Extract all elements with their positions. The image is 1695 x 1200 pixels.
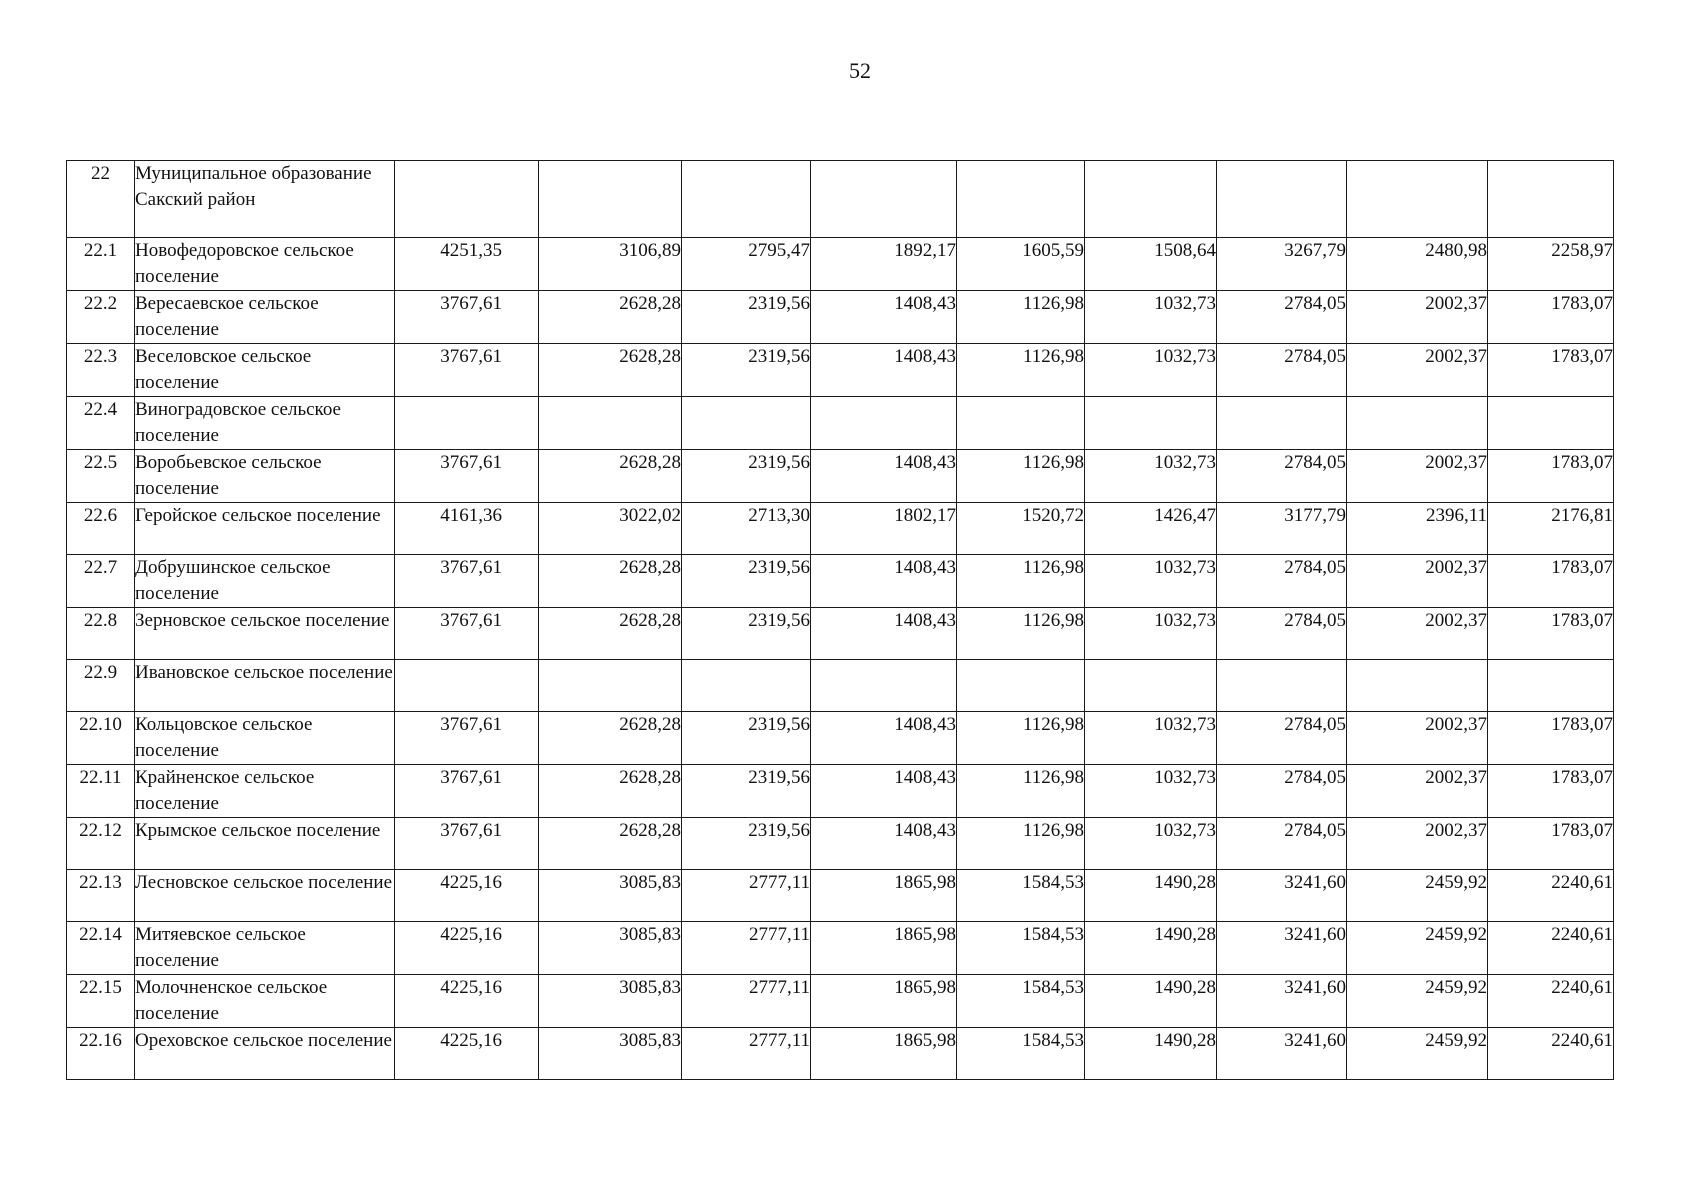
value-cell: 2002,37 <box>1347 344 1488 397</box>
value-cell: 3022,02 <box>539 503 682 555</box>
row-number: 22.11 <box>67 765 135 818</box>
value-cell: 1584,53 <box>957 1028 1085 1080</box>
value-cell: 1126,98 <box>957 765 1085 818</box>
value-cell: 2480,98 <box>1347 238 1488 291</box>
value-cell: 2002,37 <box>1347 291 1488 344</box>
value-cell: 4161,36 <box>395 503 539 555</box>
value-cell: 1508,64 <box>1085 238 1217 291</box>
value-cell: 2628,28 <box>539 818 682 870</box>
value-cell <box>1217 397 1347 450</box>
value-cell: 4225,16 <box>395 922 539 975</box>
value-cell <box>682 660 811 712</box>
table-row <box>67 608 1614 660</box>
value-cell: 2002,37 <box>1347 818 1488 870</box>
value-cell: 1126,98 <box>957 291 1085 344</box>
value-cell: 1408,43 <box>811 555 957 608</box>
value-cell: 1520,72 <box>957 503 1085 555</box>
value-cell: 3767,61 <box>395 765 539 818</box>
table-row <box>67 870 1614 922</box>
value-cell: 2628,28 <box>539 450 682 503</box>
settlement-name: Лесновское сельское поселение <box>135 870 395 922</box>
value-cell: 4225,16 <box>395 1028 539 1080</box>
value-cell: 2459,92 <box>1347 870 1488 922</box>
value-cell: 3106,89 <box>539 238 682 291</box>
value-cell: 2319,56 <box>682 555 811 608</box>
value-cell <box>1217 161 1347 238</box>
value-cell <box>957 397 1085 450</box>
settlement-name: Геройское сельское поселение <box>135 503 395 555</box>
value-cell: 1490,28 <box>1085 870 1217 922</box>
value-cell <box>395 161 539 238</box>
value-cell: 2459,92 <box>1347 922 1488 975</box>
value-cell: 1032,73 <box>1085 291 1217 344</box>
settlement-name: Муниципальное образование Сакский район <box>135 161 395 238</box>
value-cell: 2240,61 <box>1488 1028 1614 1080</box>
value-cell: 2459,92 <box>1347 1028 1488 1080</box>
value-cell: 1783,07 <box>1488 555 1614 608</box>
value-cell: 1126,98 <box>957 450 1085 503</box>
value-cell: 2777,11 <box>682 1028 811 1080</box>
value-cell: 2240,61 <box>1488 870 1614 922</box>
value-cell <box>957 660 1085 712</box>
value-cell: 2784,05 <box>1217 608 1347 660</box>
value-cell: 1408,43 <box>811 712 957 765</box>
value-cell: 1408,43 <box>811 818 957 870</box>
value-cell: 2002,37 <box>1347 555 1488 608</box>
settlement-name: Вересаевское сельское поселение <box>135 291 395 344</box>
value-cell: 1783,07 <box>1488 291 1614 344</box>
value-cell <box>395 660 539 712</box>
value-cell: 3085,83 <box>539 922 682 975</box>
value-cell: 3241,60 <box>1217 975 1347 1028</box>
value-cell <box>1347 161 1488 238</box>
settlement-name: Веселовское сельское поселение <box>135 344 395 397</box>
value-cell: 1783,07 <box>1488 450 1614 503</box>
value-cell: 4225,16 <box>395 975 539 1028</box>
value-cell: 2319,56 <box>682 344 811 397</box>
value-cell <box>1085 660 1217 712</box>
value-cell: 1126,98 <box>957 712 1085 765</box>
value-cell: 1584,53 <box>957 870 1085 922</box>
value-cell <box>1488 161 1614 238</box>
value-cell: 3767,61 <box>395 555 539 608</box>
row-number: 22.13 <box>67 870 135 922</box>
value-cell: 1126,98 <box>957 344 1085 397</box>
value-cell: 2396,11 <box>1347 503 1488 555</box>
value-cell: 2628,28 <box>539 765 682 818</box>
page-number: 52 <box>849 58 871 83</box>
value-cell <box>1085 161 1217 238</box>
row-number: 22.5 <box>67 450 135 503</box>
row-number: 22 <box>67 161 135 238</box>
value-cell <box>1347 397 1488 450</box>
row-number: 22.16 <box>67 1028 135 1080</box>
value-cell: 3767,61 <box>395 291 539 344</box>
value-cell: 1865,98 <box>811 870 957 922</box>
table-row <box>67 344 1614 397</box>
value-cell: 1490,28 <box>1085 975 1217 1028</box>
row-number: 22.6 <box>67 503 135 555</box>
value-cell <box>539 161 682 238</box>
value-cell: 2777,11 <box>682 975 811 1028</box>
value-cell: 1032,73 <box>1085 818 1217 870</box>
table-row <box>67 660 1614 712</box>
value-cell <box>1347 660 1488 712</box>
value-cell: 1802,17 <box>811 503 957 555</box>
value-cell <box>1488 397 1614 450</box>
settlement-name: Молочненское сельское поселение <box>135 975 395 1028</box>
value-cell: 1408,43 <box>811 344 957 397</box>
value-cell: 1032,73 <box>1085 450 1217 503</box>
value-cell: 2258,97 <box>1488 238 1614 291</box>
value-cell: 2784,05 <box>1217 712 1347 765</box>
row-number: 22.9 <box>67 660 135 712</box>
value-cell: 2784,05 <box>1217 765 1347 818</box>
settlement-name: Кольцовское сельское поселение <box>135 712 395 765</box>
value-cell: 1490,28 <box>1085 922 1217 975</box>
value-cell: 2628,28 <box>539 344 682 397</box>
value-cell: 2628,28 <box>539 712 682 765</box>
value-cell: 3241,60 <box>1217 870 1347 922</box>
row-number: 22.3 <box>67 344 135 397</box>
value-cell: 2319,56 <box>682 608 811 660</box>
settlement-name: Митяевское сельское поселение <box>135 922 395 975</box>
row-number: 22.7 <box>67 555 135 608</box>
value-cell: 2319,56 <box>682 765 811 818</box>
value-cell: 1408,43 <box>811 765 957 818</box>
value-cell: 1408,43 <box>811 608 957 660</box>
value-cell: 2319,56 <box>682 450 811 503</box>
value-cell: 4251,35 <box>395 238 539 291</box>
value-cell: 2240,61 <box>1488 922 1614 975</box>
value-cell: 2713,30 <box>682 503 811 555</box>
row-number: 22.14 <box>67 922 135 975</box>
value-cell <box>1488 660 1614 712</box>
value-cell: 3767,61 <box>395 344 539 397</box>
value-cell: 2319,56 <box>682 818 811 870</box>
value-cell: 3085,83 <box>539 1028 682 1080</box>
value-cell: 1865,98 <box>811 975 957 1028</box>
table-row <box>67 555 1614 608</box>
tariff-table <box>66 160 1614 1080</box>
value-cell <box>1085 397 1217 450</box>
value-cell: 2002,37 <box>1347 712 1488 765</box>
value-cell <box>811 397 957 450</box>
value-cell: 2628,28 <box>539 291 682 344</box>
value-cell <box>682 397 811 450</box>
value-cell: 1426,47 <box>1085 503 1217 555</box>
settlement-name: Виноградовское сельское поселение <box>135 397 395 450</box>
value-cell: 4225,16 <box>395 870 539 922</box>
table-row <box>67 291 1614 344</box>
value-cell: 2176,81 <box>1488 503 1614 555</box>
value-cell: 1783,07 <box>1488 344 1614 397</box>
value-cell: 3767,61 <box>395 818 539 870</box>
table-row <box>67 975 1614 1028</box>
value-cell: 1032,73 <box>1085 344 1217 397</box>
value-cell: 2002,37 <box>1347 765 1488 818</box>
table-row <box>67 503 1614 555</box>
value-cell: 2240,61 <box>1488 975 1614 1028</box>
value-cell: 3767,61 <box>395 712 539 765</box>
settlement-name: Ивановское сельское поселение <box>135 660 395 712</box>
value-cell <box>957 161 1085 238</box>
value-cell: 1783,07 <box>1488 765 1614 818</box>
value-cell: 2002,37 <box>1347 608 1488 660</box>
value-cell: 1865,98 <box>811 922 957 975</box>
value-cell: 2784,05 <box>1217 291 1347 344</box>
value-cell: 1584,53 <box>957 975 1085 1028</box>
row-number: 22.10 <box>67 712 135 765</box>
value-cell: 1490,28 <box>1085 1028 1217 1080</box>
value-cell: 2319,56 <box>682 291 811 344</box>
value-cell: 1783,07 <box>1488 608 1614 660</box>
table-row <box>67 397 1614 450</box>
settlement-name: Ореховское сельское поселение <box>135 1028 395 1080</box>
value-cell: 1126,98 <box>957 818 1085 870</box>
value-cell: 3767,61 <box>395 608 539 660</box>
value-cell: 3241,60 <box>1217 922 1347 975</box>
value-cell: 1892,17 <box>811 238 957 291</box>
table-row <box>67 238 1614 291</box>
value-cell: 2319,56 <box>682 712 811 765</box>
value-cell: 1605,59 <box>957 238 1085 291</box>
value-cell: 2002,37 <box>1347 450 1488 503</box>
value-cell: 1408,43 <box>811 291 957 344</box>
settlement-name: Новофедоровское сельское поселение <box>135 238 395 291</box>
table-row <box>67 922 1614 975</box>
value-cell: 1126,98 <box>957 608 1085 660</box>
settlement-name: Добрушинское сельское поселение <box>135 555 395 608</box>
value-cell: 1408,43 <box>811 450 957 503</box>
table-row <box>67 765 1614 818</box>
row-number: 22.1 <box>67 238 135 291</box>
value-cell <box>682 161 811 238</box>
value-cell: 1783,07 <box>1488 818 1614 870</box>
value-cell: 3767,61 <box>395 450 539 503</box>
settlement-name: Крайненское сельское поселение <box>135 765 395 818</box>
table-body <box>67 161 1614 1080</box>
value-cell: 3267,79 <box>1217 238 1347 291</box>
value-cell: 3177,79 <box>1217 503 1347 555</box>
row-number: 22.4 <box>67 397 135 450</box>
value-cell: 3241,60 <box>1217 1028 1347 1080</box>
row-number: 22.12 <box>67 818 135 870</box>
value-cell: 2628,28 <box>539 608 682 660</box>
value-cell: 2777,11 <box>682 922 811 975</box>
value-cell: 3085,83 <box>539 975 682 1028</box>
settlement-name: Зерновское сельское поселение <box>135 608 395 660</box>
value-cell: 1032,73 <box>1085 765 1217 818</box>
value-cell <box>395 397 539 450</box>
value-cell: 2777,11 <box>682 870 811 922</box>
value-cell: 2795,47 <box>682 238 811 291</box>
value-cell <box>811 660 957 712</box>
row-number: 22.2 <box>67 291 135 344</box>
settlement-name: Воробьевское сельское поселение <box>135 450 395 503</box>
table-row <box>67 450 1614 503</box>
table-row <box>67 712 1614 765</box>
value-cell: 2784,05 <box>1217 818 1347 870</box>
value-cell: 1032,73 <box>1085 712 1217 765</box>
value-cell: 1865,98 <box>811 1028 957 1080</box>
value-cell <box>811 161 957 238</box>
value-cell: 1032,73 <box>1085 608 1217 660</box>
value-cell: 2784,05 <box>1217 555 1347 608</box>
value-cell: 2459,92 <box>1347 975 1488 1028</box>
value-cell: 1032,73 <box>1085 555 1217 608</box>
value-cell <box>539 397 682 450</box>
table-row <box>67 818 1614 870</box>
value-cell: 3085,83 <box>539 870 682 922</box>
value-cell <box>1217 660 1347 712</box>
row-number: 22.15 <box>67 975 135 1028</box>
value-cell <box>539 660 682 712</box>
table-row <box>67 161 1614 238</box>
value-cell: 2784,05 <box>1217 344 1347 397</box>
value-cell: 1126,98 <box>957 555 1085 608</box>
value-cell: 1783,07 <box>1488 712 1614 765</box>
table-row <box>67 1028 1614 1080</box>
value-cell: 2628,28 <box>539 555 682 608</box>
settlement-name: Крымское сельское поселение <box>135 818 395 870</box>
value-cell: 2784,05 <box>1217 450 1347 503</box>
value-cell: 1584,53 <box>957 922 1085 975</box>
row-number: 22.8 <box>67 608 135 660</box>
